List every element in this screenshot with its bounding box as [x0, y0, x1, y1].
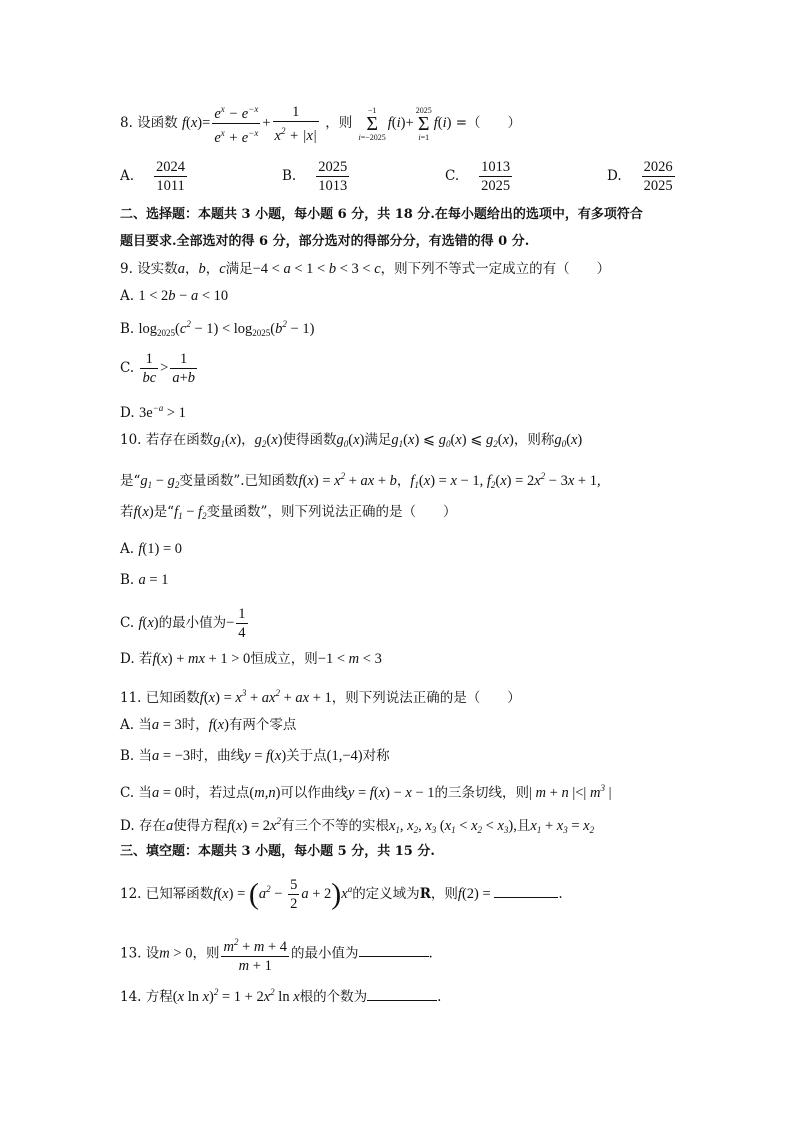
- option-b[interactable]: B. $\frac{2025}{1013}$: [282, 159, 348, 194]
- section-2-heading-2: 题目要求.全部选对的得 6 分，部分选对的得部分分，有选错的得 0 分.: [120, 234, 530, 249]
- q11-option-b[interactable]: B. 当a = −3时，曲线y = f(x)关于点(1,−4)对称: [120, 748, 390, 764]
- question-10-line-3: 若f(x)是“$f_1 - f_2$变量函数”，则下列说法正确的是（ ）: [120, 504, 457, 521]
- question-10-line-2: 是“$g_1 - g_2$变量函数”.已知函数$f(x) = x^2$ + ax + b，$f_1(x) = x - 1$, $f_2(x) = 2x^2 - 3x + 1$,: [120, 471, 601, 490]
- q10-option-c[interactable]: C. f(x)的最小值为− $\frac{1}{4}$: [120, 606, 246, 641]
- question-8: 8. 设函数 f(x)= $\frac{e^x - e^{-x}}{e^x + e^{-x}}$ + $\frac{1}{x^2 + |x|}$ ，则 −1 Σ i=−2025 f(i)+ 2025 Σ i=1 f(i) =（ ）: [120, 100, 521, 147]
- sum-formula: −1 Σ i=−2025 f(i)+ 2025 Σ i=1 f(i): [358, 105, 452, 142]
- q11-option-c[interactable]: C. 当a = 0时，若过点(m,n)可以作曲线y = f(x) − x − 1的三条切线，则| m + n |<| $m^3$ |: [120, 783, 612, 801]
- question-12: 12. 已知幂函数$f(x) = (a^2$ − $\frac{5}{2}$ $a + 2)x^a$的定义域为R，则f(2) = .: [120, 877, 563, 912]
- q9-option-d[interactable]: D. $3e^{-a} > 1$: [120, 403, 186, 421]
- question-11: 11. 已知函数$f(x) = x^3 + ax^2$ + ax + 1，则下列说法正确的是（ ）: [120, 688, 521, 706]
- section-2-heading: 二、选择题：本题共 3 小题，每小题 6 分，共 18 分.在每小题给出的选项中，有多项符合: [120, 207, 643, 222]
- q9-option-a[interactable]: A. 1 < 2b − a < 10: [120, 288, 229, 304]
- q10-option-d[interactable]: D. 若f(x) + mx + 1 > 0恒成立，则−1 < m < 3: [120, 651, 382, 667]
- section-3-heading: 三、填空题：本题共 3 小题，每小题 5 分，共 15 分.: [120, 844, 435, 859]
- question-9: 9. 设实数a，b，c满足−4 < a < 1 < b < 3 < c，则下列不等式一定成立的有（ ）: [120, 261, 611, 277]
- answer-blank[interactable]: [367, 988, 437, 1001]
- question-number: 8.: [120, 114, 133, 131]
- option-a[interactable]: A. $\frac{2024}{1011}$: [120, 159, 186, 194]
- answer-blank[interactable]: [359, 944, 429, 957]
- q11-option-d[interactable]: D. 存在a使得方程$f(x) = 2x^2$有三个不等的实根$x_1$, $x_2$, $x_3$ $(x_1 < x_2 < x_3)$,且$x_1 + x_3 = x_2$: [120, 816, 595, 835]
- q9-option-b[interactable]: B. $\log_{2025}(c^2 - 1) < \log_{2025}(b^2 - 1)$: [120, 319, 315, 338]
- q10-option-b[interactable]: B. a = 1: [120, 572, 169, 588]
- option-d[interactable]: D. $\frac{2026}{2025}$: [607, 159, 673, 194]
- question-14: 14. 方程(x $\ln x)^2 = 1 + 2x^2$ ln x根的个数为 .: [120, 987, 442, 1005]
- q11-option-a[interactable]: A. 当a = 3时，f(x)有两个零点: [120, 717, 297, 733]
- question-stem: 设函数: [137, 114, 178, 131]
- option-c[interactable]: C. $\frac{1013}{2025}$: [445, 159, 511, 194]
- q9-option-c[interactable]: C. $\frac{1}{bc}$ > $\frac{1}{a+b}$: [120, 351, 195, 386]
- answer-blank[interactable]: [494, 885, 558, 898]
- question-13: 13. 设m > 0，则 $\frac{m^2 + m + 4}{m + 1}$ 的最小值为 .: [120, 933, 433, 975]
- q10-option-a[interactable]: A. f(1) = 0: [120, 541, 182, 557]
- formula: f(x)= $\frac{e^x - e^{-x}}{e^x + e^{-x}}$ + $\frac{1}{x^2 + |x|}$: [182, 115, 321, 131]
- question-10: 10. 若存在函数$g_1(x)$，$g_2(x)$使得函数$g_0(x)$满足$g_1(x)$ ⩽ $g_0(x)$ ⩽ $g_2(x)$，则称$g_0(x)$: [120, 432, 583, 449]
